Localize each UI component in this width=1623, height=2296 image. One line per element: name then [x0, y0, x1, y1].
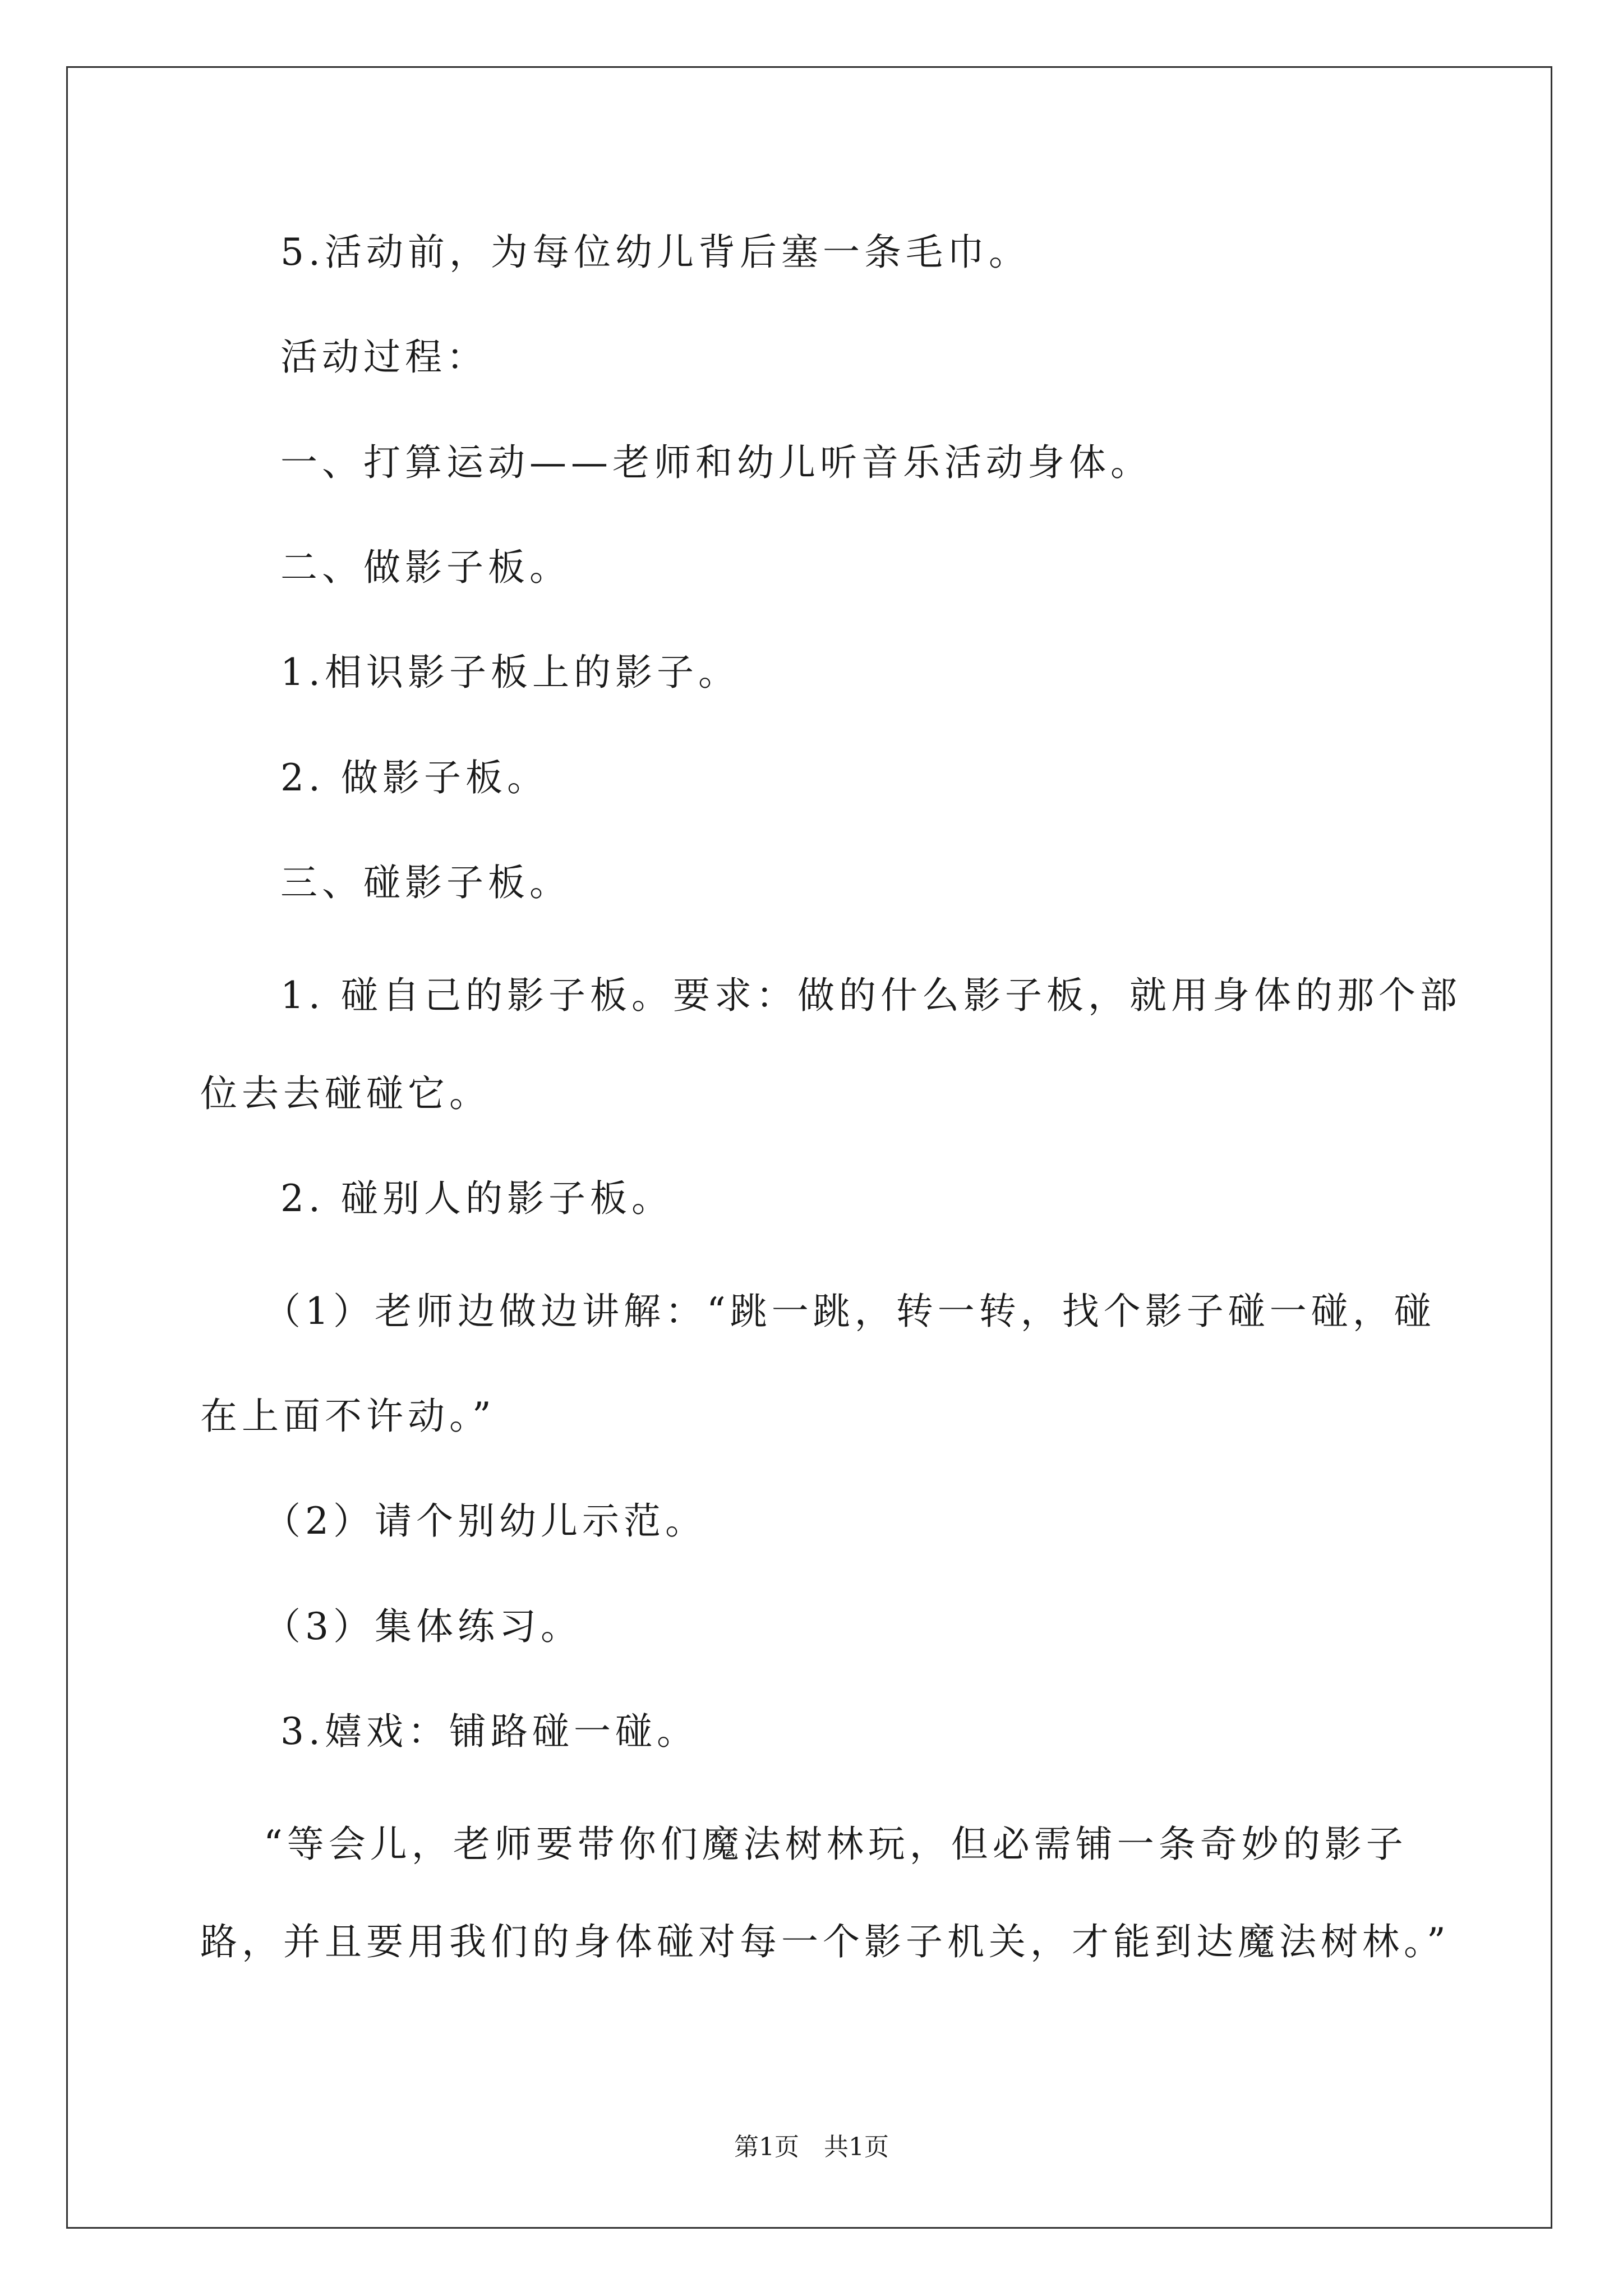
text-line: 在上面不许动。” — [200, 1395, 496, 1438]
text-line: 活动过程： — [280, 335, 488, 379]
page-number-footer: 第1页 共1页 — [734, 2133, 889, 2161]
text-line: 三、碰影子板。 — [280, 861, 571, 904]
text-line: “等会儿，老师要带你们魔法树林玩，但必需铺一条奇妙的影子 — [264, 1823, 1408, 1866]
text-line: 3.嬉戏：铺路碰一碰。 — [280, 1710, 698, 1753]
text-line: 路，并且要用我们的身体碰对每一个影子机关，才能到达魔法树林。” — [200, 1920, 1450, 1963]
text-line: 位去去碰碰它。 — [200, 1072, 491, 1115]
text-line: （2）请个别幼儿示范。 — [264, 1499, 707, 1543]
text-line: 5.活动前，为每位幼儿背后塞一条毛巾。 — [280, 231, 1030, 274]
page-frame — [66, 66, 1552, 2229]
text-line: 1. 碰自己的影子板。要求：做的什么影子板，就用身体的那个部 — [280, 974, 1461, 1017]
text-line: （1）老师边做边讲解：“跳一跳，转一转，找个影子碰一碰，碰 — [264, 1290, 1436, 1333]
text-line: 一、打算运动——老师和幼儿听音乐活动身体。 — [280, 441, 1152, 484]
text-line: 二、做影子板。 — [280, 546, 571, 589]
text-line: 1.相识影子板上的影子。 — [280, 651, 740, 694]
text-line: 2. 做影子板。 — [280, 756, 548, 799]
text-line: （3）集体练习。 — [264, 1605, 582, 1648]
text-line: 2. 碰别人的影子板。 — [280, 1177, 673, 1220]
